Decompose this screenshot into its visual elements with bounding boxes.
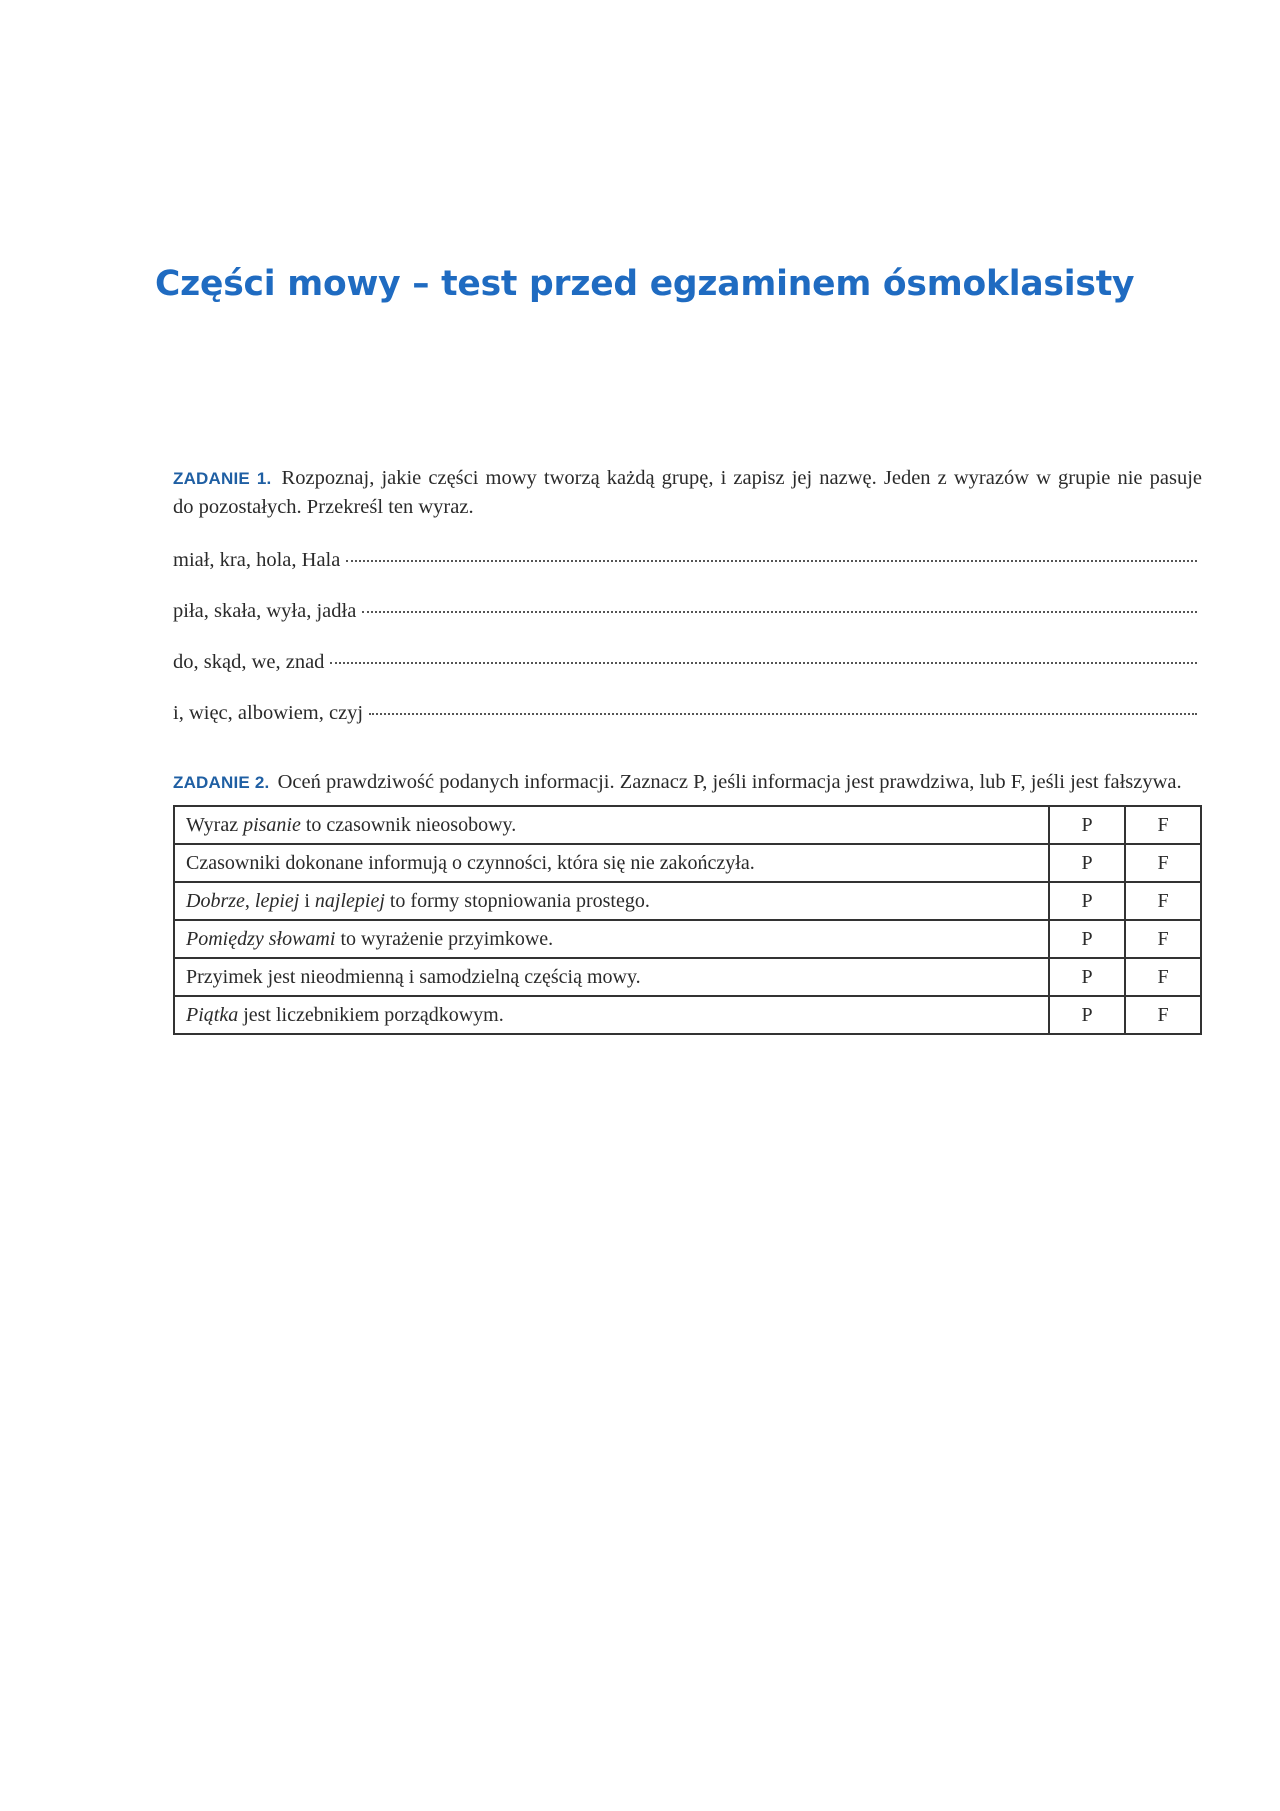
word-groups [173,549,1202,730]
false-option[interactable]: F [1125,920,1201,958]
false-option[interactable]: F [1125,844,1201,882]
word-group-1 [173,549,1202,577]
word-group-words: miał, kra, hola, Hala [173,549,341,571]
false-option[interactable]: F [1125,958,1201,996]
word-group-2 [173,600,1202,628]
answer-line[interactable] [362,611,1197,613]
statement-cell: Pomiędzy słowami to wyrażenie przyimkowe. [174,920,1049,958]
false-option[interactable]: F [1125,882,1201,920]
task2-label: ZADANIE 2. [173,773,270,792]
task2-instruction-text: Oceń prawdziwość podanych informacji. Zaznacz P, jeśli informacja jest prawdziwa, lub F, jeśli jest fałszywa. [277,771,1182,793]
word-group-words: do, skąd, we, znad [173,651,325,673]
task2-instruction [173,768,1202,797]
true-option[interactable]: P [1049,806,1125,844]
statement-cell: Dobrze, lepiej i najlepiej to formy stopniowania prostego. [174,882,1049,920]
statement-cell: Piątka jest liczebnikiem porządkowym. [174,996,1049,1034]
table-row [174,996,1201,1034]
table-row [174,844,1201,882]
word-group-words: i, więc, albowiem, czyj [173,702,364,724]
table-row [174,920,1201,958]
table-row [174,882,1201,920]
word-group-4 [173,702,1202,730]
page-title: Części mowy – test przed egzaminem ósmoklasisty [155,264,1135,304]
task1-label: ZADANIE 1. [173,469,272,488]
task1-instruction-line1: Rozpoznaj, jakie części mowy tworzą każdą grupę, i zapisz jej nazwę. Jeden z wyrazów w grupie nie pasuje [281,467,1202,489]
task1-instruction-line2: do pozostałych. Przekreśl ten wyraz. [173,496,474,518]
answer-line[interactable] [346,560,1197,562]
exercise-sheet [173,464,1202,1035]
false-option[interactable]: F [1125,996,1201,1034]
task1-instruction [173,464,1202,493]
true-option[interactable]: P [1049,996,1125,1034]
true-option[interactable]: P [1049,882,1125,920]
statement-cell: Przyimek jest nieodmienną i samodzielną częścią mowy. [174,958,1049,996]
answer-line[interactable] [369,713,1197,715]
table-row [174,806,1201,844]
true-option[interactable]: P [1049,958,1125,996]
false-option[interactable]: F [1125,806,1201,844]
table-row [174,958,1201,996]
statement-cell: Czasowniki dokonane informują o czynności, która się nie zakończyła. [174,844,1049,882]
word-group-words: piła, skała, wyła, jadła [173,600,357,622]
answer-line[interactable] [330,662,1197,664]
true-false-table [173,805,1202,1035]
true-option[interactable]: P [1049,844,1125,882]
word-group-3 [173,651,1202,679]
statement-cell: Wyraz pisanie to czasownik nieosobowy. [174,806,1049,844]
true-option[interactable]: P [1049,920,1125,958]
